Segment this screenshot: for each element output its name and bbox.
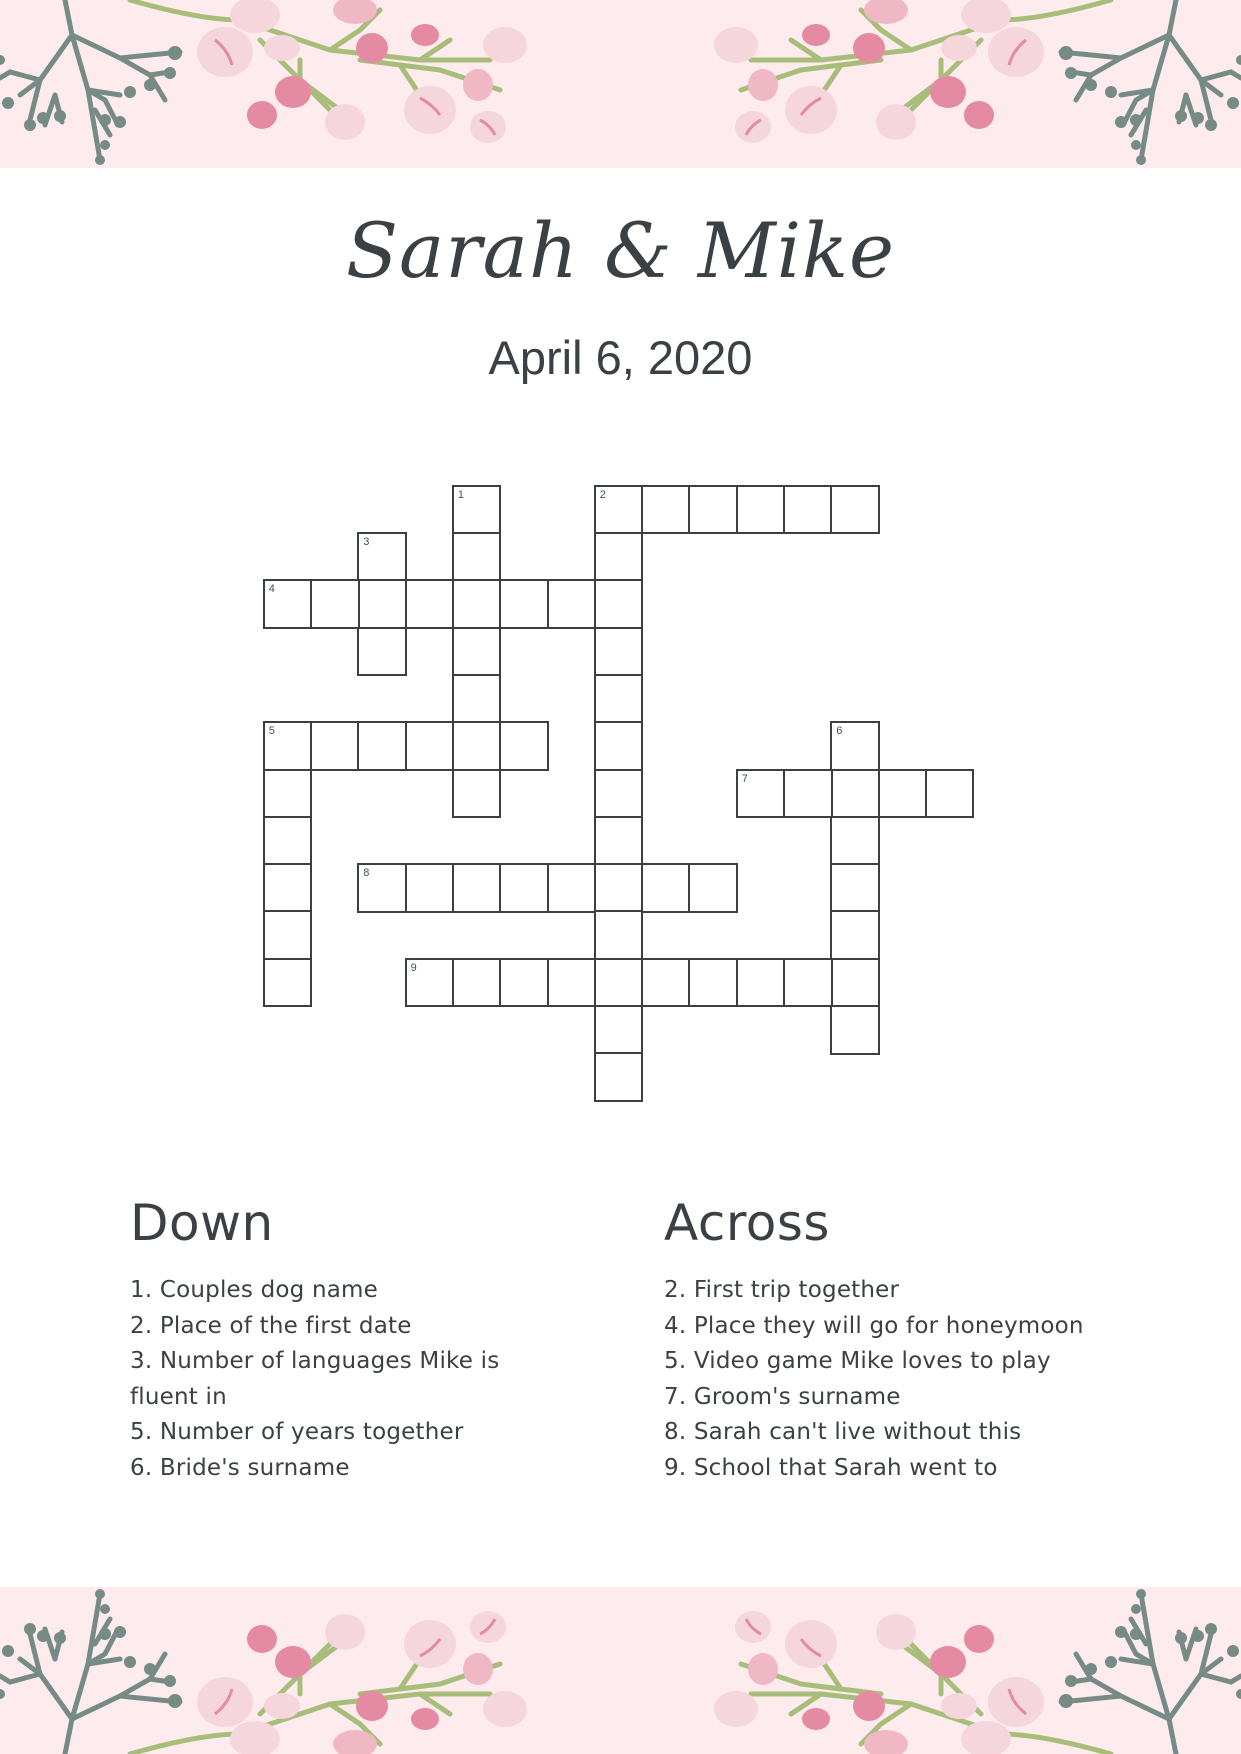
- crossword-cell[interactable]: [263, 816, 313, 866]
- crossword-cell[interactable]: [594, 532, 644, 582]
- crossword-cell[interactable]: [452, 674, 502, 724]
- across-clue-item: 7. Groom's surname: [664, 1383, 901, 1410]
- crossword-cell[interactable]: [452, 863, 502, 913]
- crossword-cell[interactable]: [594, 579, 644, 629]
- crossword-cell[interactable]: [594, 1005, 644, 1055]
- crossword-cell[interactable]: [783, 769, 833, 819]
- crossword-cell[interactable]: [925, 769, 975, 819]
- across-clue-item: 2. First trip together: [664, 1277, 900, 1303]
- crossword-cell[interactable]: [263, 721, 313, 771]
- across-heading: Across: [664, 1194, 830, 1252]
- crossword-cell[interactable]: [688, 863, 738, 913]
- crossword-cell[interactable]: [641, 863, 691, 913]
- crossword-cell[interactable]: [688, 958, 738, 1008]
- crossword-cell[interactable]: [594, 910, 644, 960]
- crossword-cell[interactable]: [688, 485, 738, 535]
- crossword-cell[interactable]: [452, 485, 502, 535]
- crossword-cell[interactable]: [594, 769, 644, 819]
- crossword-cell[interactable]: [405, 579, 455, 629]
- crossword-cell[interactable]: [594, 721, 644, 771]
- crossword-cell[interactable]: [547, 958, 597, 1008]
- crossword-cell[interactable]: [452, 532, 502, 582]
- bottom-floral-band: [0, 1587, 1241, 1754]
- floral-decoration-icon: [0, 1587, 1241, 1754]
- crossword-cell[interactable]: [594, 863, 644, 913]
- crossword-cell[interactable]: [736, 958, 786, 1008]
- crossword-cell[interactable]: [736, 769, 786, 819]
- crossword-cell[interactable]: [878, 769, 928, 819]
- down-clues-section: [130, 1195, 560, 1486]
- clue-number: 2: [599, 488, 606, 501]
- crossword-cell[interactable]: [357, 627, 407, 677]
- crossword-cell[interactable]: [594, 485, 644, 535]
- crossword-cell[interactable]: [263, 769, 313, 819]
- crossword-cell[interactable]: [452, 958, 502, 1008]
- crossword-cell[interactable]: [830, 1005, 880, 1055]
- across-clue-item: 8. Sarah can't live without this: [664, 1419, 1022, 1445]
- clue-number: 1: [457, 488, 465, 501]
- crossword-cell[interactable]: [310, 721, 360, 771]
- clue-number: 8: [363, 867, 370, 880]
- crossword-cell[interactable]: [357, 863, 407, 913]
- down-clue-item: 2. Place of the first date: [130, 1312, 412, 1339]
- crossword-cell[interactable]: [263, 579, 313, 629]
- crossword-cell[interactable]: [452, 769, 502, 819]
- crossword-cell[interactable]: [594, 1052, 644, 1102]
- down-clue-list: [130, 1273, 560, 1486]
- clue-number: 7: [741, 772, 748, 785]
- crossword-cell[interactable]: [452, 627, 502, 677]
- crossword-cell[interactable]: [830, 769, 880, 819]
- down-clue-item: 5. Number of years together: [130, 1419, 464, 1445]
- crossword-cell[interactable]: [263, 958, 313, 1008]
- crossword-cell[interactable]: [547, 863, 597, 913]
- crossword-cell[interactable]: [594, 958, 644, 1008]
- crossword-cell[interactable]: [357, 532, 407, 582]
- crossword-cell[interactable]: [499, 721, 549, 771]
- crossword-cell[interactable]: [405, 863, 455, 913]
- crossword-cell[interactable]: [357, 721, 407, 771]
- down-heading: Down: [130, 1194, 274, 1252]
- crossword-cell[interactable]: [263, 863, 313, 913]
- crossword-cell[interactable]: [830, 721, 880, 771]
- clue-number: 3: [363, 536, 370, 548]
- clue-number: 5: [268, 725, 275, 738]
- across-clue-item: 4. Place they will go for honeymoon: [664, 1312, 1084, 1339]
- clue-number: 9: [410, 961, 417, 974]
- crossword-cell[interactable]: [499, 958, 549, 1008]
- crossword-cell[interactable]: [452, 579, 502, 629]
- across-clue-item: 5. Video game Mike loves to play: [664, 1348, 1051, 1374]
- crossword-cell[interactable]: [357, 579, 407, 629]
- clue-number: 6: [836, 725, 843, 738]
- couple-names-title: Sarah & Mike: [345, 206, 896, 295]
- crossword-cell[interactable]: [736, 485, 786, 535]
- crossword-cell[interactable]: [641, 485, 691, 535]
- crossword-cell[interactable]: [594, 674, 644, 724]
- crossword-cell[interactable]: [830, 910, 880, 960]
- crossword-cell[interactable]: [830, 816, 880, 866]
- wedding-date: April 6, 2020: [488, 331, 753, 384]
- down-clue-item: 1. Couples dog name: [130, 1277, 379, 1303]
- crossword-cell[interactable]: [783, 958, 833, 1008]
- top-floral-band: [0, 0, 1241, 168]
- crossword-cell[interactable]: [783, 485, 833, 535]
- clue-number: 4: [268, 583, 275, 596]
- crossword-cell[interactable]: [263, 910, 313, 960]
- crossword-cell[interactable]: [547, 579, 597, 629]
- floral-decoration-icon: [0, 0, 1241, 168]
- down-clue-item: 3. Number of languages Mike is fluent in: [130, 1348, 500, 1410]
- crossword-cell[interactable]: [830, 485, 880, 535]
- crossword-cell[interactable]: [830, 958, 880, 1008]
- crossword-cell[interactable]: [830, 863, 880, 913]
- crossword-cell[interactable]: [641, 958, 691, 1008]
- crossword-cell[interactable]: [405, 958, 455, 1008]
- crossword-cell[interactable]: [594, 627, 644, 677]
- crossword-cell[interactable]: [499, 863, 549, 913]
- crossword-cell[interactable]: [405, 721, 455, 771]
- crossword-cell[interactable]: [594, 816, 644, 866]
- crossword-cell[interactable]: [310, 579, 360, 629]
- down-clue-item: 6. Bride's surname: [130, 1454, 350, 1481]
- across-clue-list: [664, 1273, 1124, 1486]
- crossword-cell[interactable]: [499, 579, 549, 629]
- across-clue-item: 9. School that Sarah went to: [664, 1454, 998, 1481]
- across-clues-section: [664, 1195, 1124, 1486]
- crossword-cell[interactable]: [452, 721, 502, 771]
